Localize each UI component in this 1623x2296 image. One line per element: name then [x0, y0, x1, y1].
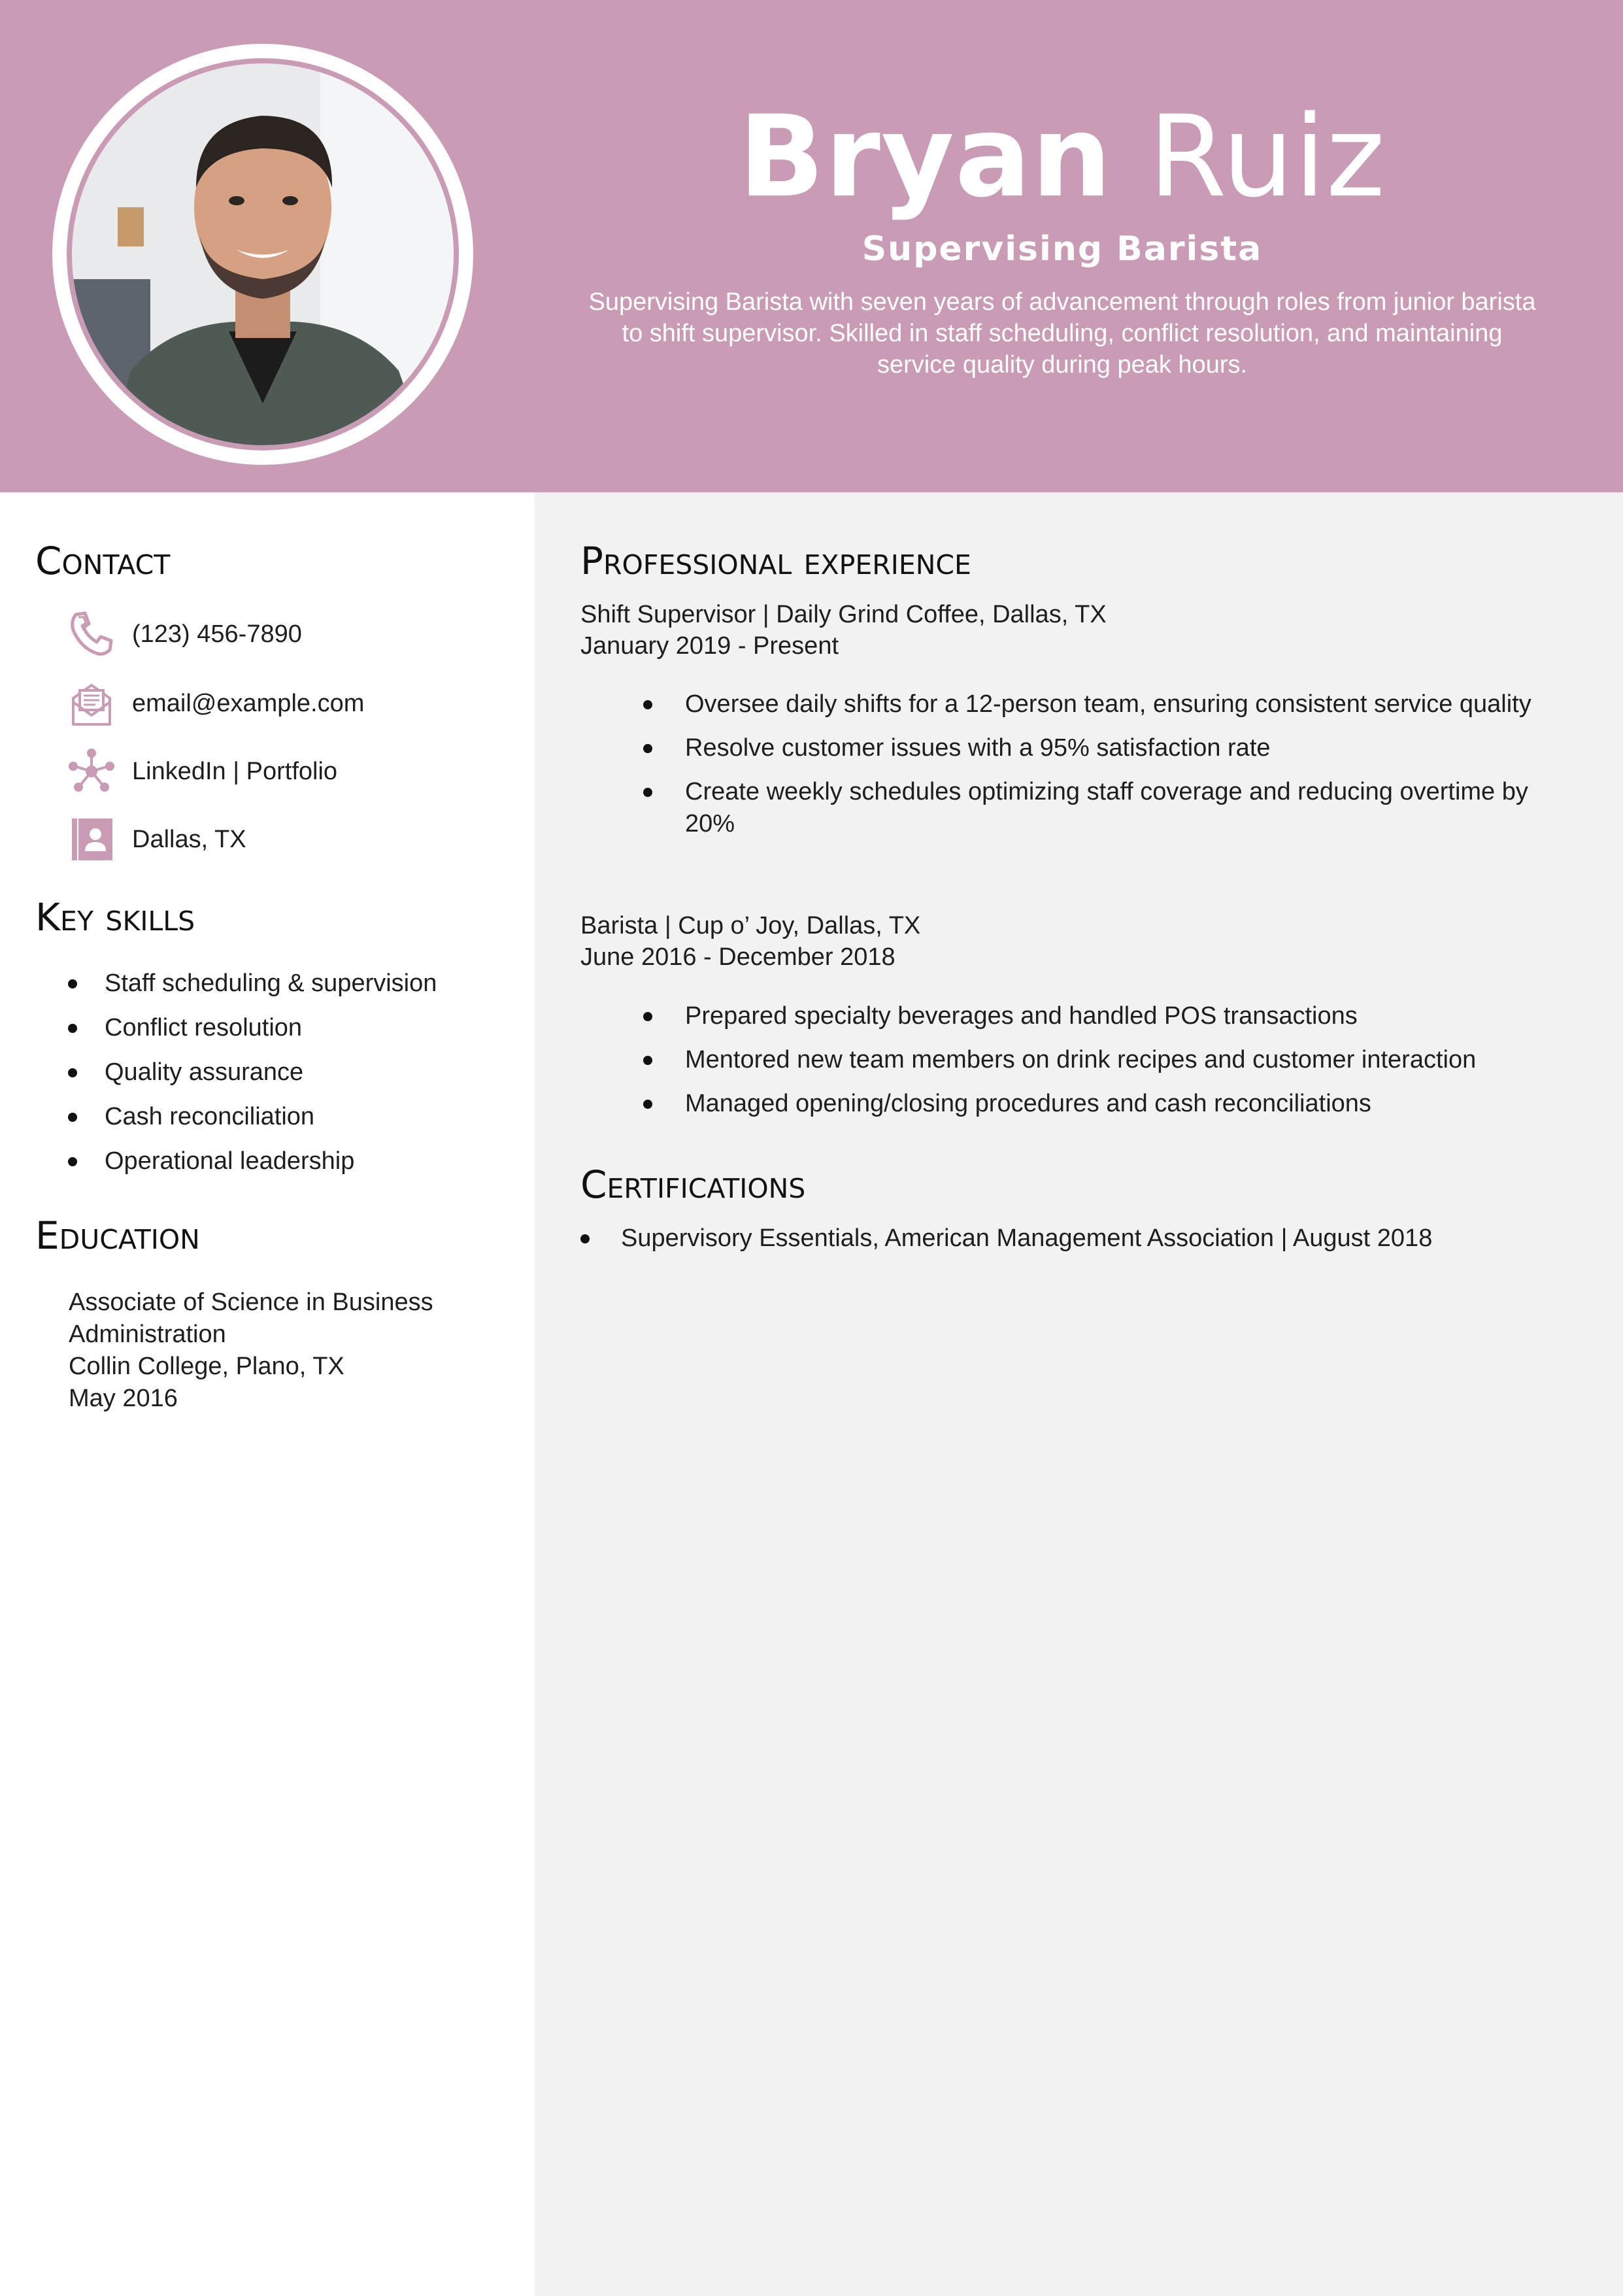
job-bullet: Managed opening/closing procedures and cash reconciliations: [580, 1088, 1574, 1120]
header-band: [0, 0, 1623, 492]
school: Collin College, Plano, TX: [69, 1353, 344, 1380]
skill-item: Quality assurance: [65, 1056, 510, 1089]
job-heading: Shift Supervisor | Daily Grind Coffee, Dallas, TX: [580, 601, 1107, 628]
job-heading: Barista | Cup o’ Joy, Dallas, TX: [580, 912, 921, 939]
skills-heading: Key skills: [35, 895, 195, 939]
network-icon: [65, 745, 118, 798]
education-heading: Education: [35, 1213, 200, 1258]
certifications-heading: Certifications: [580, 1162, 806, 1207]
education-entry: [69, 1287, 487, 1415]
job-bullet: Oversee daily shifts for a 12-person team, ensuring consistent service quality: [580, 688, 1574, 720]
contact-heading: Contact: [35, 539, 171, 583]
degree: Associate of Science in Business Administration: [69, 1289, 433, 1348]
job-bullet: Mentored new team members on drink recipes and customer interaction: [580, 1044, 1574, 1076]
job-dates: January 2019 - Present: [580, 632, 839, 660]
job-dates: June 2016 - December 2018: [580, 943, 895, 971]
mail-icon: [65, 677, 118, 730]
first-name: Bryan: [738, 91, 1113, 222]
certification-item: Supervisory Essentials, American Management Association | August 2018: [580, 1223, 1600, 1255]
job-bullets: [580, 1000, 1574, 1132]
experience-heading: Professional experience: [580, 539, 971, 583]
contact-card-icon: [65, 813, 118, 866]
job-bullets: [580, 688, 1574, 852]
graduation-date: May 2016: [69, 1385, 178, 1412]
candidate-name: [588, 92, 1536, 222]
last-name: Ruiz: [1148, 91, 1386, 222]
skills-list: [65, 968, 510, 1190]
location: Dallas, TX: [132, 826, 246, 853]
job-bullet: Create weekly schedules optimizing staff coverage and reducing overtime by 20%: [580, 776, 1574, 840]
job-bullet: Resolve customer issues with a 95% satisfaction rate: [580, 732, 1574, 764]
profile-photo-border: [67, 58, 459, 450]
phone-icon: [65, 608, 118, 660]
skill-item: Operational leadership: [65, 1145, 510, 1177]
certifications-list: [580, 1223, 1600, 1255]
profile-summary: Supervising Barista with seven years of advancement through roles from junior barista to shift supervisor. Skilled in staff scheduling, conflict resolution, and maintaining service quality during peak hours.: [588, 288, 1536, 379]
profile-photo-frame: [52, 44, 473, 465]
skill-item: Cash reconciliation: [65, 1101, 510, 1133]
phone-number: (123) 456-7890: [132, 620, 302, 648]
skill-item: Conflict resolution: [65, 1012, 510, 1044]
job-title: Supervising Barista: [862, 229, 1263, 269]
email-address: email@example.com: [132, 690, 365, 717]
profile-photo: [72, 63, 454, 445]
job-bullet: Prepared specialty beverages and handled POS transactions: [580, 1000, 1574, 1032]
skill-item: Staff scheduling & supervision: [65, 968, 510, 1000]
profile-links[interactable]: LinkedIn | Portfolio: [132, 758, 338, 785]
